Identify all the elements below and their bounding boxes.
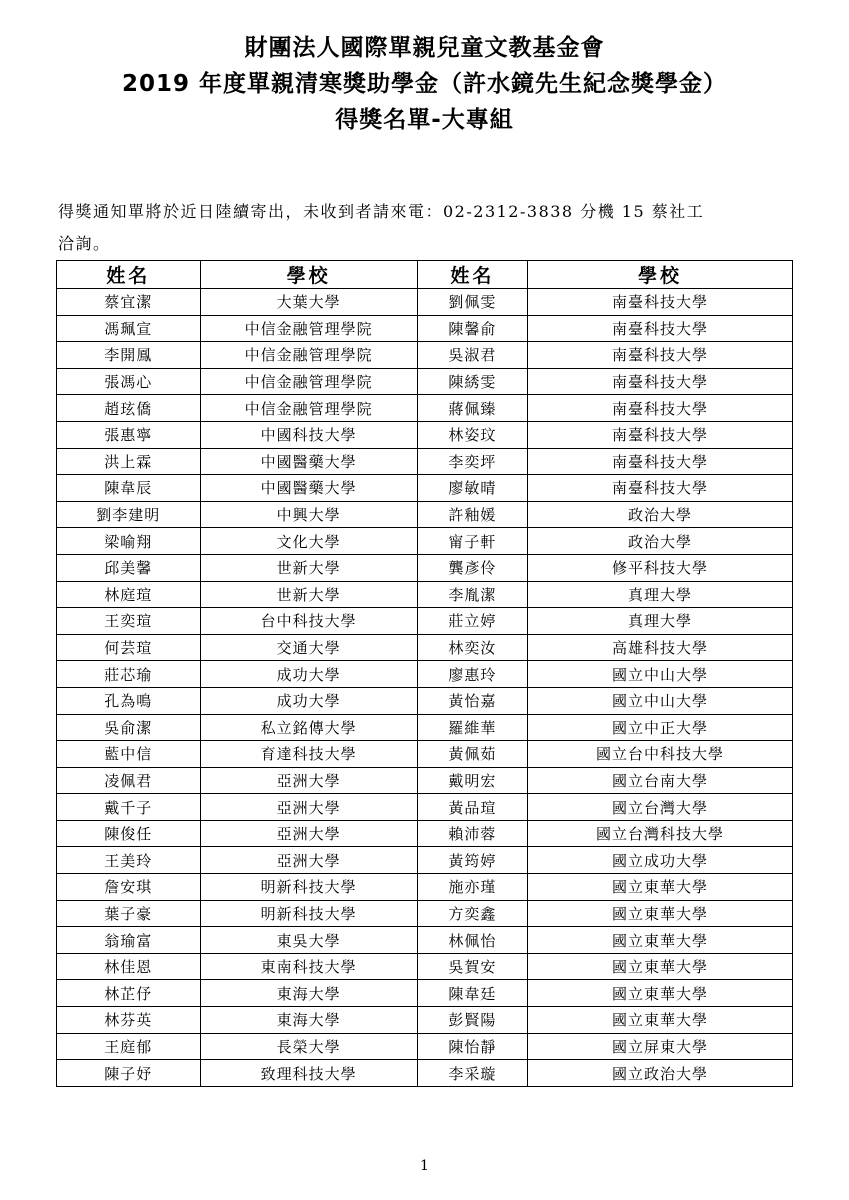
- awardee-name: 陳韋廷: [417, 980, 527, 1007]
- table-row: [57, 289, 793, 316]
- awardee-name: 王庭郁: [57, 1033, 201, 1060]
- awardee-school: 高雄科技大學: [528, 634, 793, 661]
- awardee-name: 林佩怡: [417, 927, 527, 954]
- awardee-school: 中國科技大學: [200, 421, 417, 448]
- awardee-name: 王奕瑄: [57, 608, 201, 635]
- awardee-school: 私立銘傳大學: [200, 714, 417, 741]
- awardee-school: 亞洲大學: [200, 794, 417, 821]
- awardee-name: 林芷伃: [57, 980, 201, 1007]
- awardee-school: 亞洲大學: [200, 767, 417, 794]
- awardee-name: 藍中信: [57, 741, 201, 768]
- awardee-school: 南臺科技大學: [528, 289, 793, 316]
- awardee-name: 蔣佩臻: [417, 395, 527, 422]
- awardee-name: 方奕鑫: [417, 900, 527, 927]
- awardee-school: 南臺科技大學: [528, 448, 793, 475]
- awardee-school: 東南科技大學: [200, 953, 417, 980]
- awardee-name: 林奕汝: [417, 634, 527, 661]
- awardee-name: 凌佩君: [57, 767, 201, 794]
- list-title: 得獎名單-大專組: [335, 107, 514, 133]
- awardee-name: 戴千子: [57, 794, 201, 821]
- notice-line-2: 洽詢。: [58, 234, 111, 253]
- table-row: [57, 608, 793, 635]
- awardee-name: 陳韋辰: [57, 475, 201, 502]
- awardee-name: 李采璇: [417, 1060, 527, 1087]
- awardee-school: 國立中山大學: [528, 661, 793, 688]
- awardee-table: [56, 260, 793, 1087]
- awardee-name: 莊芯瑜: [57, 661, 201, 688]
- awardee-name: 林姿玟: [417, 421, 527, 448]
- awardee-name: 何芸瑄: [57, 634, 201, 661]
- table-row: [57, 1007, 793, 1034]
- table-row: [57, 847, 793, 874]
- awardee-school: 南臺科技大學: [528, 342, 793, 369]
- table-row: [57, 475, 793, 502]
- awardee-school: 中信金融管理學院: [200, 395, 417, 422]
- awardee-school: 世新大學: [200, 581, 417, 608]
- awardee-name: 陳綉雯: [417, 368, 527, 395]
- awardee-name: 廖惠玲: [417, 661, 527, 688]
- awardee-name: 陳怡靜: [417, 1033, 527, 1060]
- awardee-name: 黃筠婷: [417, 847, 527, 874]
- awardee-name: 吳賀安: [417, 953, 527, 980]
- awardee-name: 戴明宏: [417, 767, 527, 794]
- table-row: [57, 741, 793, 768]
- table-row: [57, 953, 793, 980]
- awardee-name: 施亦瑾: [417, 874, 527, 901]
- awardee-school: 世新大學: [200, 554, 417, 581]
- awardee-school: 南臺科技大學: [528, 368, 793, 395]
- awardee-school: 國立東華大學: [528, 900, 793, 927]
- awardee-school: 中信金融管理學院: [200, 315, 417, 342]
- awardee-name: 黃佩茹: [417, 741, 527, 768]
- table-header-row: [57, 261, 793, 289]
- awardee-name: 陳馨俞: [417, 315, 527, 342]
- awardee-school: 政治大學: [528, 528, 793, 555]
- awardee-school: 國立東華大學: [528, 953, 793, 980]
- table-row: [57, 794, 793, 821]
- awardee-name: 邱美馨: [57, 554, 201, 581]
- awardee-name: 吳俞潔: [57, 714, 201, 741]
- awardee-name: 張馮心: [57, 368, 201, 395]
- awardee-school: 東吳大學: [200, 927, 417, 954]
- table-row: [57, 501, 793, 528]
- awardee-name: 陳俊任: [57, 820, 201, 847]
- awardee-school: 文化大學: [200, 528, 417, 555]
- awardee-name: 林芬英: [57, 1007, 201, 1034]
- awardee-school: 國立台中科技大學: [528, 741, 793, 768]
- awardee-school: 國立東華大學: [528, 927, 793, 954]
- awardee-school: 國立政治大學: [528, 1060, 793, 1087]
- table-row: [57, 368, 793, 395]
- awardee-school: 亞洲大學: [200, 847, 417, 874]
- awardee-school: 長榮大學: [200, 1033, 417, 1060]
- awardee-name: 黃品瑄: [417, 794, 527, 821]
- awardee-school: 中信金融管理學院: [200, 342, 417, 369]
- awardee-name: 李胤潔: [417, 581, 527, 608]
- awardee-name: 莊立婷: [417, 608, 527, 635]
- awardee-name: 甯子軒: [417, 528, 527, 555]
- header-name-2: 姓名: [417, 261, 527, 289]
- awardee-name: 林佳恩: [57, 953, 201, 980]
- awardee-name: 林庭瑄: [57, 581, 201, 608]
- awardee-name: 洪上霖: [57, 448, 201, 475]
- awardee-school: 交通大學: [200, 634, 417, 661]
- awardee-school: 致理科技大學: [200, 1060, 417, 1087]
- table-row: [57, 714, 793, 741]
- notice-line-1: 得獎通知單將於近日陸續寄出，未收到者請來電：02-2312-3838 分機 15 蔡社工: [58, 202, 705, 221]
- table-row: [57, 421, 793, 448]
- awardee-school: 真理大學: [528, 581, 793, 608]
- awardee-school: 東海大學: [200, 1007, 417, 1034]
- awardee-school: 國立中正大學: [528, 714, 793, 741]
- awardee-school: 國立台灣大學: [528, 794, 793, 821]
- awardee-name: 許釉媛: [417, 501, 527, 528]
- table-row: [57, 1060, 793, 1087]
- table-row: [57, 634, 793, 661]
- awardee-name: 劉佩雯: [417, 289, 527, 316]
- awardee-school: 明新科技大學: [200, 900, 417, 927]
- awardee-name: 趙玹僑: [57, 395, 201, 422]
- awardee-school: 國立台南大學: [528, 767, 793, 794]
- awardee-name: 彭賢陽: [417, 1007, 527, 1034]
- awardee-name: 葉子豪: [57, 900, 201, 927]
- awardee-school: 政治大學: [528, 501, 793, 528]
- awardee-name: 廖敏晴: [417, 475, 527, 502]
- awardee-school: 國立東華大學: [528, 980, 793, 1007]
- table-row: [57, 661, 793, 688]
- awardee-school: 成功大學: [200, 661, 417, 688]
- awardee-name: 羅維華: [417, 714, 527, 741]
- awardee-school: 育達科技大學: [200, 741, 417, 768]
- document-header: [0, 30, 849, 138]
- awardee-name: 孔為鳴: [57, 687, 201, 714]
- awardee-school: 國立東華大學: [528, 874, 793, 901]
- table-row: [57, 767, 793, 794]
- table-body: [57, 289, 793, 1087]
- table-row: [57, 687, 793, 714]
- awardee-school: 修平科技大學: [528, 554, 793, 581]
- awardee-name: 吳淑君: [417, 342, 527, 369]
- awardee-school: 大葉大學: [200, 289, 417, 316]
- table-row: [57, 342, 793, 369]
- awardee-name: 李開鳳: [57, 342, 201, 369]
- awardee-school: 成功大學: [200, 687, 417, 714]
- awardee-school: 南臺科技大學: [528, 315, 793, 342]
- awardee-name: 劉李建明: [57, 501, 201, 528]
- table-row: [57, 820, 793, 847]
- awardee-name: 陳子妤: [57, 1060, 201, 1087]
- awardee-school: 國立屏東大學: [528, 1033, 793, 1060]
- table-row: [57, 528, 793, 555]
- awardee-school: 國立台灣科技大學: [528, 820, 793, 847]
- awardee-school: 國立中山大學: [528, 687, 793, 714]
- table-row: [57, 448, 793, 475]
- scholarship-title: 2019 年度單親清寒獎助學金（許水鏡先生紀念獎學金）: [121, 71, 728, 97]
- awardee-school: 明新科技大學: [200, 874, 417, 901]
- awardee-name: 蔡宜潔: [57, 289, 201, 316]
- awardee-school: 南臺科技大學: [528, 395, 793, 422]
- table-row: [57, 581, 793, 608]
- table-row: [57, 554, 793, 581]
- header-school-2: 學校: [528, 261, 793, 289]
- awardee-school: 中國醫藥大學: [200, 448, 417, 475]
- table-row: [57, 980, 793, 1007]
- awardee-school: 中興大學: [200, 501, 417, 528]
- awardee-school: 南臺科技大學: [528, 475, 793, 502]
- table-row: [57, 315, 793, 342]
- header-name-1: 姓名: [57, 261, 201, 289]
- awardee-school: 亞洲大學: [200, 820, 417, 847]
- table-row: [57, 874, 793, 901]
- awardee-school: 東海大學: [200, 980, 417, 1007]
- awardee-name: 梁喻翔: [57, 528, 201, 555]
- table-row: [57, 900, 793, 927]
- awardee-name: 馮珮宣: [57, 315, 201, 342]
- awardee-school: 真理大學: [528, 608, 793, 635]
- awardee-school: 台中科技大學: [200, 608, 417, 635]
- awardee-name: 李奕坪: [417, 448, 527, 475]
- awardee-name: 黃怡嘉: [417, 687, 527, 714]
- table-row: [57, 927, 793, 954]
- table-row: [57, 395, 793, 422]
- awardee-name: 王美玲: [57, 847, 201, 874]
- awardee-school: 國立成功大學: [528, 847, 793, 874]
- table-row: [57, 1033, 793, 1060]
- awardee-name: 龔彥伶: [417, 554, 527, 581]
- awardee-school: 中信金融管理學院: [200, 368, 417, 395]
- awardee-school: 國立東華大學: [528, 1007, 793, 1034]
- awardee-name: 賴沛蓉: [417, 820, 527, 847]
- awardee-name: 張惠寧: [57, 421, 201, 448]
- awardee-name: 詹安琪: [57, 874, 201, 901]
- awardee-name: 翁瑜富: [57, 927, 201, 954]
- notice-paragraph: [58, 196, 798, 260]
- page-number: 1: [420, 1158, 429, 1174]
- awardee-school: 南臺科技大學: [528, 421, 793, 448]
- foundation-title: 財團法人國際單親兒童文教基金會: [244, 35, 605, 61]
- awardee-school: 中國醫藥大學: [200, 475, 417, 502]
- header-school-1: 學校: [200, 261, 417, 289]
